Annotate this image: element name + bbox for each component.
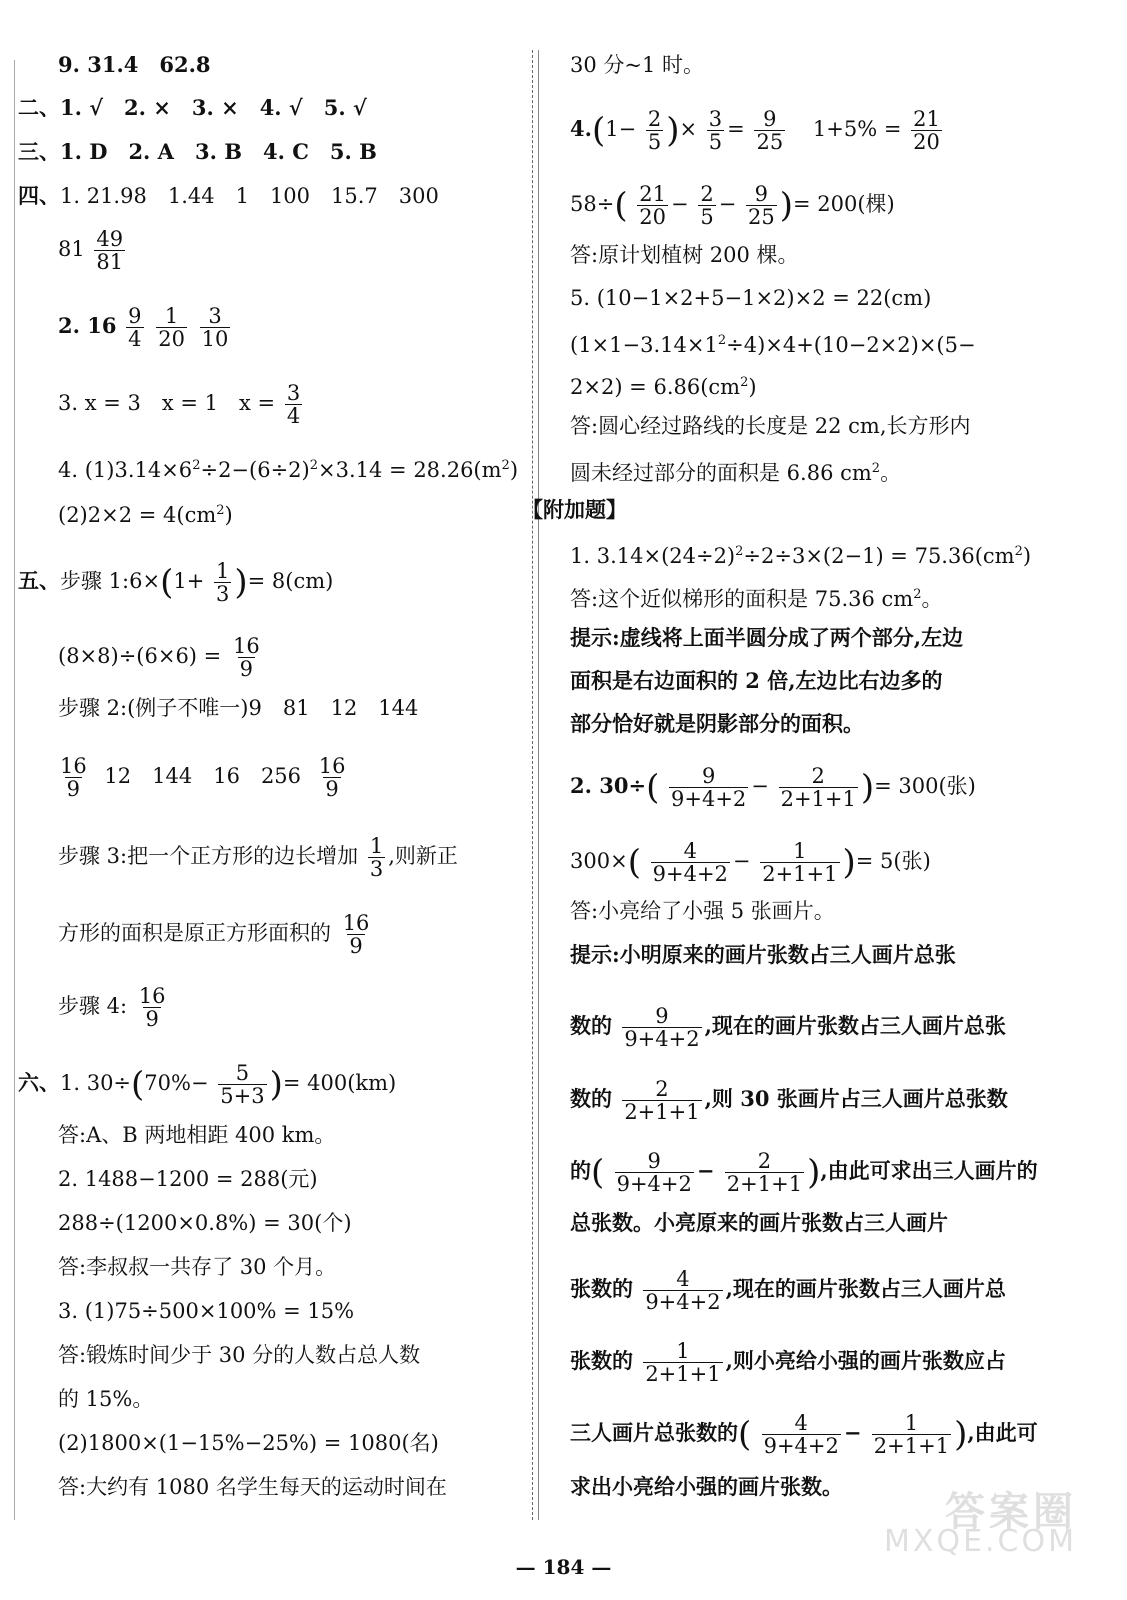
page-number: — 184 —: [515, 1555, 612, 1579]
extra-hint1b: 面积是右边面积的 2 倍,左边比右边多的: [570, 668, 943, 693]
section-4-q4: 4. $(1)3.14\times 6^2\div 2-(6\div 2)^2\times 3.14 = 28.26(m^2)$: [58, 458, 519, 482]
extra-hint1c: 部分恰好就是阴影部分的面积。: [570, 711, 864, 736]
column-divider: [532, 50, 533, 1520]
extra-hint2g: 张数的 $\frac{1}{2+1+1}$ ,则小亮给小强的画片张数应占: [570, 1339, 1006, 1386]
extra-hint2c: 数的 $\frac{2}{2+1+1}$ ,则 30 张画片占三人画片总张数: [570, 1077, 1008, 1124]
right-q5-calc: $(1\times 1-3.14\times 1^2\div 4)\times 4+(10-2\times 2)\times(5-$: [570, 333, 976, 357]
watermark-logo: 答案圈 MXQE.COM: [884, 1489, 1077, 1559]
section-4-q3: 3. x = 3 x = 1 x = $\frac{3}{4}$: [58, 381, 301, 428]
section-6-q3-2: (2)1800×(1−15%−25%) = 1080(名): [58, 1431, 439, 1455]
extra-hint2e: 总张数。小亮原来的画片张数占三人画片: [570, 1210, 948, 1235]
page-edge-line: [14, 60, 15, 1520]
section-6-ans3c: 答:大约有 1080 名学生每天的运动时间在: [58, 1475, 447, 1499]
section-4-q2: 2. 16 $\frac{9}{4}$ $\frac{1}{20}$ $\frac{3}{10}$: [58, 304, 229, 351]
section-4-line2: 81 $\frac{49}{81}$: [58, 227, 124, 274]
extra-hint2d: 的( $\frac{9}{9+4+2}$ − $\frac{2}{2+1+1}$ ),由此可求出三人画片的: [570, 1149, 1038, 1196]
extra-q2-calc: 300×( $\frac{4}{9+4+2}$ − $\frac{1}{2+1+1}$ )= 5(张): [570, 839, 931, 886]
extra-ans2: 答:小亮给了小强 5 张画片。: [570, 899, 835, 923]
extra-section-title: 【附加题】: [522, 497, 627, 522]
section-4-q4-2: $(2)2\times 2 = 4(cm^2)$: [58, 503, 233, 527]
section-5-calc: (8×8)÷(6×6) = $\frac{16}{9}$: [58, 634, 260, 681]
right-q4-calc: 58÷( $\frac{21}{20}$ − $\frac{2}{5}$ − $\frac{9}{25}$ )= 200(棵): [570, 182, 895, 229]
extra-hint2i: 求出小亮给小强的画片张数。: [570, 1474, 843, 1499]
right-ans5b: 圆未经过部分的面积是 6.86 $cm^2$。: [570, 461, 902, 485]
section-4-line1: 四、1. 21.98 1.44 1 100 15.7 300: [18, 183, 439, 208]
right-ans4: 答:原计划植树 200 棵。: [570, 243, 799, 267]
right-q4: 4.(1− $\frac{2}{5}$ )× $\frac{3}{5}$ = $\frac{9}{25}$ 1+5% = $\frac{21}{20}$: [570, 107, 940, 154]
section-6-ans1: 答:A、B 两地相距 400 km。: [58, 1123, 336, 1147]
section-5-step2: 步骤 2:(例子不唯一)9 81 12 144: [58, 696, 419, 720]
extra-ans1: 答:这个近似梯形的面积是 75.36 $cm^2$。: [570, 587, 943, 611]
column-divider-solid: [538, 50, 539, 1520]
section-6-ans3b: 的 15%。: [58, 1387, 154, 1411]
section-5-step2-values: $\frac{16}{9}$ 12 144 16 256 $\frac{16}{9}$: [60, 754, 346, 801]
section-5-step3: 步骤 3:把一个正方形的边长增加 $\frac{1}{3}$ ,则新正: [58, 834, 458, 881]
section-5-step1: 五、步骤 1:6×(1+ $\frac{1}{3}$ )= 8(cm): [18, 559, 334, 606]
extra-hint2h: 三人画片总张数的( $\frac{4}{9+4+2}$ − $\frac{1}{2+1+1}$ ),由此可: [570, 1411, 1038, 1458]
extra-hint2b: 数的 $\frac{9}{9+4+2}$ ,现在的画片张数占三人画片总张: [570, 1004, 1006, 1051]
section-6-ans2: 答:李叔叔一共存了 30 个月。: [58, 1255, 337, 1279]
extra-hint2f: 张数的 $\frac{4}{9+4+2}$ ,现在的画片张数占三人画片总: [570, 1267, 1006, 1314]
section-2: 二、1. √ 2. × 3. × 4. √ 5. √: [18, 95, 367, 120]
section-6-q2-calc: 288÷(1200×0.8%) = 30(个): [58, 1211, 352, 1235]
right-ans5a: 答:圆心经过路线的长度是 22 cm,长方形内: [570, 414, 971, 438]
section-6-q2: 2. 1488−1200 = 288(元): [58, 1167, 318, 1191]
right-q5-calc2: $2\times 2) = 6.86(cm^2)$: [570, 375, 757, 399]
right-q5: 5. (10−1×2+5−1×2)×2 = 22(cm): [570, 286, 932, 310]
section-6-q1: 六、1. 30÷(70%− $\frac{5}{5+3}$ )= 400(km): [18, 1061, 397, 1108]
section-3: 三、1. D 2. A 3. B 4. C 5. B: [18, 139, 377, 164]
extra-q1: 1. $3.14\times(24\div 2)^2\div 2\div 3\times(2-1) = 75.36(cm^2)$: [570, 544, 1032, 568]
section-5-step3-cont: 方形的面积是原正方形面积的 $\frac{16}{9}$: [58, 911, 370, 958]
answer-q9: 9. 31.4 62.8: [58, 52, 211, 77]
extra-hint2: 提示:小明原来的画片张数占三人画片总张: [570, 942, 956, 967]
section-6-q3: 3. (1)75÷500×100% = 15%: [58, 1299, 355, 1323]
section-6-ans3a: 答:锻炼时间少于 30 分的人数占总人数: [58, 1343, 421, 1367]
right-line1: 30 分~1 时。: [570, 53, 705, 77]
extra-hint1: 提示:虚线将上面半圆分成了两个部分,左边: [570, 625, 964, 650]
extra-q2: 2. 30÷( $\frac{9}{9+4+2}$ − $\frac{2}{2+1+1}$ )= 300(张): [570, 764, 976, 811]
fraction: $\frac{49}{81}$: [96, 227, 124, 274]
section-5-step4: 步骤 4: $\frac{16}{9}$: [58, 984, 166, 1031]
